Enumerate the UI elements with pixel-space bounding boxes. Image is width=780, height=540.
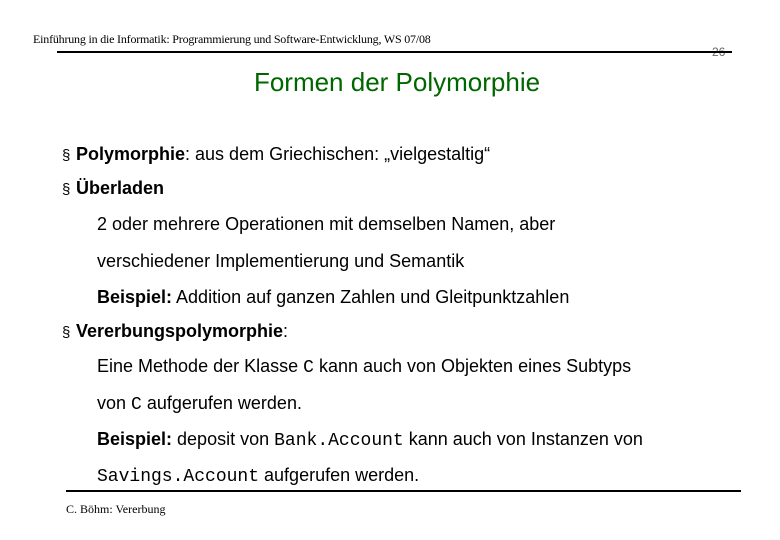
vererbung-line-2 (97, 392, 302, 416)
ueberladen-line-2: verschiedener Implementierung und Semantik (97, 251, 465, 271)
bullet-polymorphie (62, 143, 490, 167)
slide-title: Formen der Polymorphie (253, 67, 541, 97)
text-segment: kann auch von Instanzen von (403, 429, 643, 449)
vererbung-line-1 (97, 355, 631, 379)
definition-text: : aus dem Griechischen: „vielgestaltig“ (185, 144, 491, 164)
term-ueberladen: Überladen (76, 178, 165, 198)
example-label: Beispiel: (97, 429, 173, 449)
bullet-icon: § (62, 147, 71, 164)
term-polymorphie: Polymorphie (76, 144, 186, 164)
text-segment: aufgerufen werden. (259, 465, 420, 485)
text-segment: kann auch von Objekten eines Subtyps (313, 356, 632, 376)
code-class-c: C (303, 358, 314, 378)
code-class-c: C (131, 395, 142, 415)
colon: : (283, 321, 289, 341)
code-savings-account: Savings.Account (97, 467, 260, 487)
code-bank-account: Bank.Account (274, 431, 404, 451)
ueberladen-example (97, 286, 569, 308)
footer-divider (66, 490, 741, 492)
bullet-ueberladen (62, 177, 164, 201)
bullet-icon: § (62, 181, 71, 198)
text-segment: deposit von (172, 429, 275, 449)
example-label: Beispiel: (97, 287, 173, 307)
text-segment: Eine Methode der Klasse (97, 356, 304, 376)
vererbung-example-line-1 (97, 428, 643, 452)
header-divider (57, 51, 732, 53)
vererbung-example-line-2 (97, 464, 419, 488)
text-segment: aufgerufen werden. (141, 393, 302, 413)
bullet-icon: § (62, 324, 71, 341)
footer-author: C. Böhm: Vererbung (66, 502, 166, 516)
text-segment: von (97, 393, 132, 413)
ueberladen-line-1: 2 oder mehrere Operationen mit demselben Namen, aber (97, 214, 556, 234)
term-vererbungspolymorphie: Vererbungspolymorphie (76, 321, 284, 341)
example-text: Addition auf ganzen Zahlen und Gleitpunktzahlen (172, 287, 570, 307)
header-course-title: Einführung in die Informatik: Programmierung und Software-Entwicklung, WS 07/08 (33, 32, 431, 46)
bullet-vererbungspolymorphie (62, 320, 288, 344)
